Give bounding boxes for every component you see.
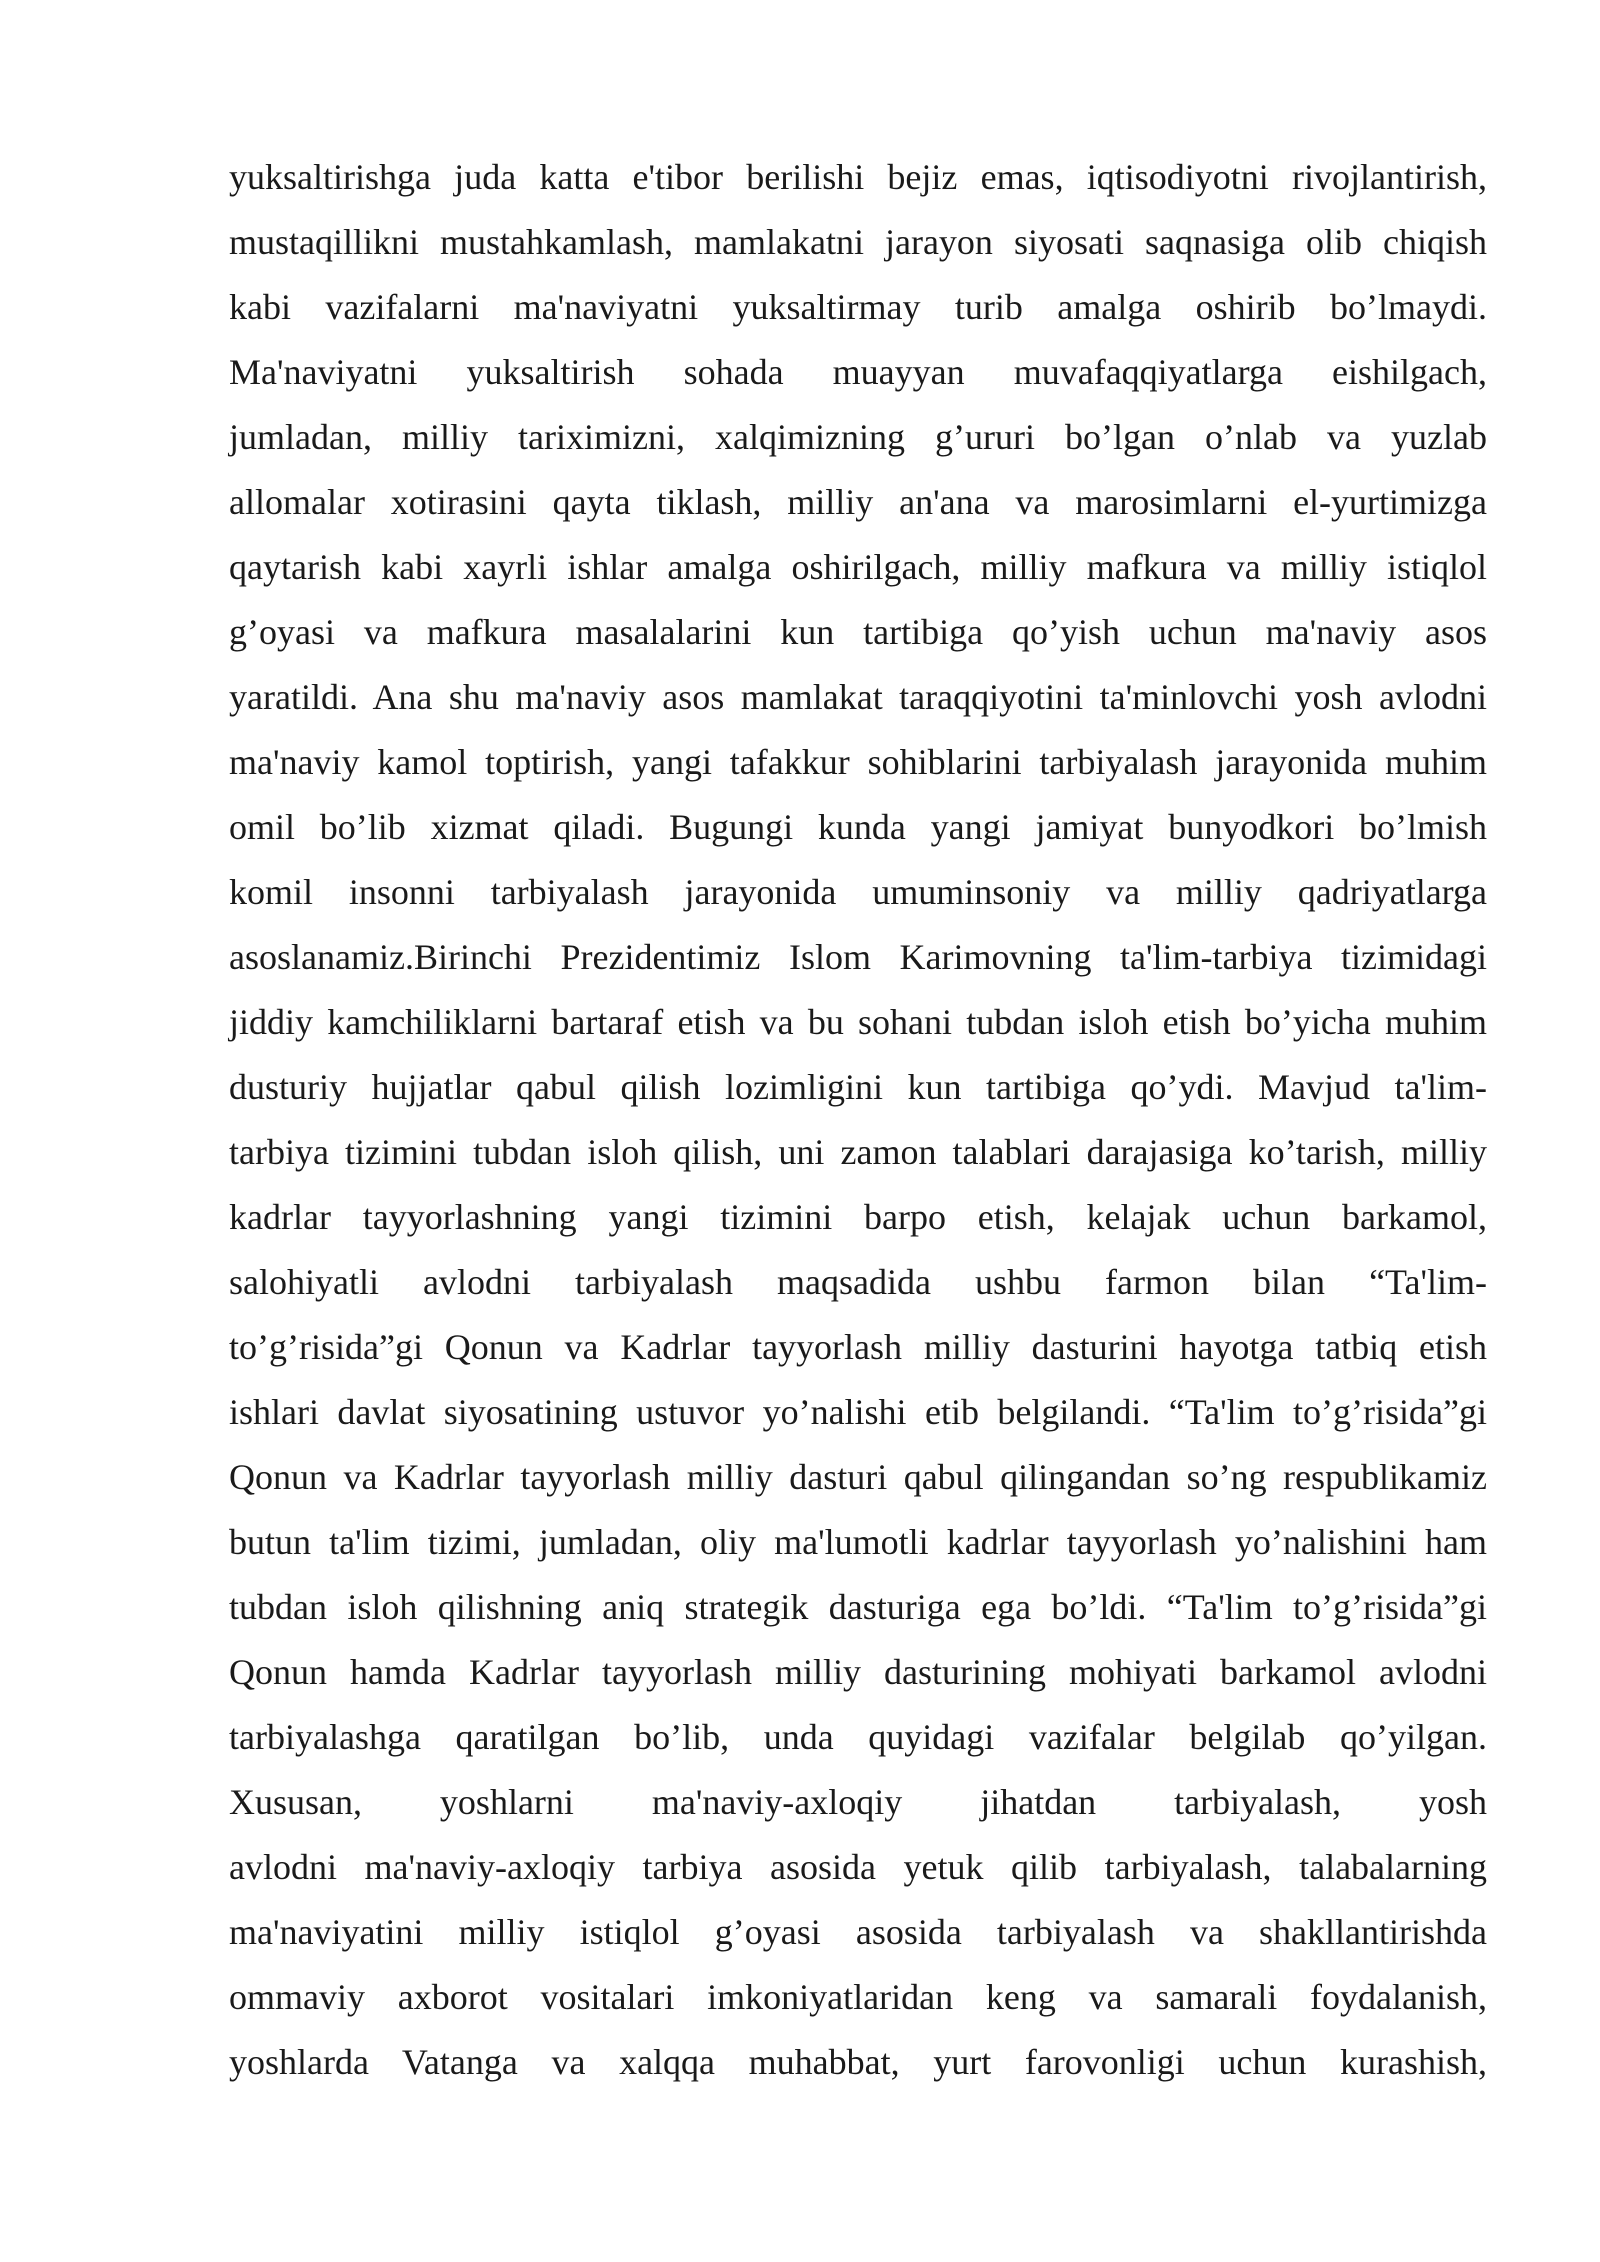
text-line: yoshlarda Vatanga va xalqqa muhabbat, yurt farovonligi uchun kurashish, [229,2042,1487,2082]
text-line: asoslanamiz.Birinchi Prezidentimiz Islom Karimovning ta'lim-tarbiya tizimidagi [229,937,1487,977]
text-line: mustaqillikni mustahkamlash, mamlakatni jarayon siyosati saqnasiga olib chiqish [229,222,1487,262]
text-line: tarbiyalashga qaratilgan bo’lib, unda quyidagi vazifalar belgilab qo’yilgan. [229,1717,1487,1757]
text-line: yaratildi. Ana shu ma'naviy asos mamlakat taraqqiyotini ta'minlovchi yosh avlodni [229,677,1487,717]
text-line: ma'naviyatini milliy istiqlol g’oyasi asosida tarbiyalash va shakllantirishda [229,1912,1487,1952]
text-line: butun ta'lim tizimi, jumladan, oliy ma'lumotli kadrlar tayyorlash yo’nalishini ham [229,1522,1487,1562]
text-line: avlodni ma'naviy-axloqiy tarbiya asosida yetuk qilib tarbiyalash, talabalarning [229,1847,1487,1887]
text-line: jumladan, milliy tariximizni, xalqimizning g’ururi bo’lgan o’nlab va yuzlab [229,417,1487,457]
text-line: kabi vazifalarni ma'naviyatni yuksaltirmay turib amalga oshirib bo’lmaydi. [229,287,1487,327]
text-line: dusturiy hujjatlar qabul qilish lozimligini kun tartibiga qo’ydi. Mavjud ta'lim- [229,1067,1487,1107]
body-text [229,148,1487,2098]
text-line: jiddiy kamchiliklarni bartaraf etish va bu sohani tubdan isloh etish bo’yicha muhim [229,1002,1487,1042]
text-line: komil insonni tarbiyalash jarayonida umuminsoniy va milliy qadriyatlarga [229,872,1487,912]
text-line: omil bo’lib xizmat qiladi. Bugungi kunda yangi jamiyat bunyodkori bo’lmish [229,807,1487,847]
text-line: ishlari davlat siyosatining ustuvor yo’nalishi etib belgilandi. “Ta'lim to’g’risida”gi [229,1392,1487,1432]
text-line: Xususan, yoshlarni ma'naviy-axloqiy jihatdan tarbiyalash, yosh [229,1782,1487,1822]
text-line: tarbiya tizimini tubdan isloh qilish, uni zamon talablari darajasiga ko’tarish, milliy [229,1132,1487,1172]
text-line: kadrlar tayyorlashning yangi tizimini barpo etish, kelajak uchun barkamol, [229,1197,1487,1237]
text-line: tubdan isloh qilishning aniq strategik dasturiga ega bo’ldi. “Ta'lim to’g’risida”gi [229,1587,1487,1627]
text-line: salohiyatli avlodni tarbiyalash maqsadida ushbu farmon bilan “Ta'lim- [229,1262,1487,1302]
text-line: ma'naviy kamol toptirish, yangi tafakkur sohiblarini tarbiyalash jarayonida muhim [229,742,1487,782]
text-line: Ma'naviyatni yuksaltirish sohada muayyan muvafaqqiyatlarga eishilgach, [229,352,1487,392]
text-line: qaytarish kabi xayrli ishlar amalga oshirilgach, milliy mafkura va milliy istiqlol [229,547,1487,587]
text-line: g’oyasi va mafkura masalalarini kun tartibiga qo’yish uchun ma'naviy asos [229,612,1487,652]
text-line: yuksaltirishga juda katta e'tibor berilishi bejiz emas, iqtisodiyotni rivojlantirish, [229,157,1487,197]
text-line: Qonun va Kadrlar tayyorlash milliy dasturi qabul qilingandan so’ng respublikamiz [229,1457,1487,1497]
text-line: to’g’risida”gi Qonun va Kadrlar tayyorlash milliy dasturini hayotga tatbiq etish [229,1327,1487,1367]
text-line: Qonun hamda Kadrlar tayyorlash milliy dasturining mohiyati barkamol avlodni [229,1652,1487,1692]
text-line: ommaviy axborot vositalari imkoniyatlaridan keng va samarali foydalanish, [229,1977,1487,2017]
text-line: allomalar xotirasini qayta tiklash, milliy an'ana va marosimlarni el-yurtimizga [229,482,1487,522]
